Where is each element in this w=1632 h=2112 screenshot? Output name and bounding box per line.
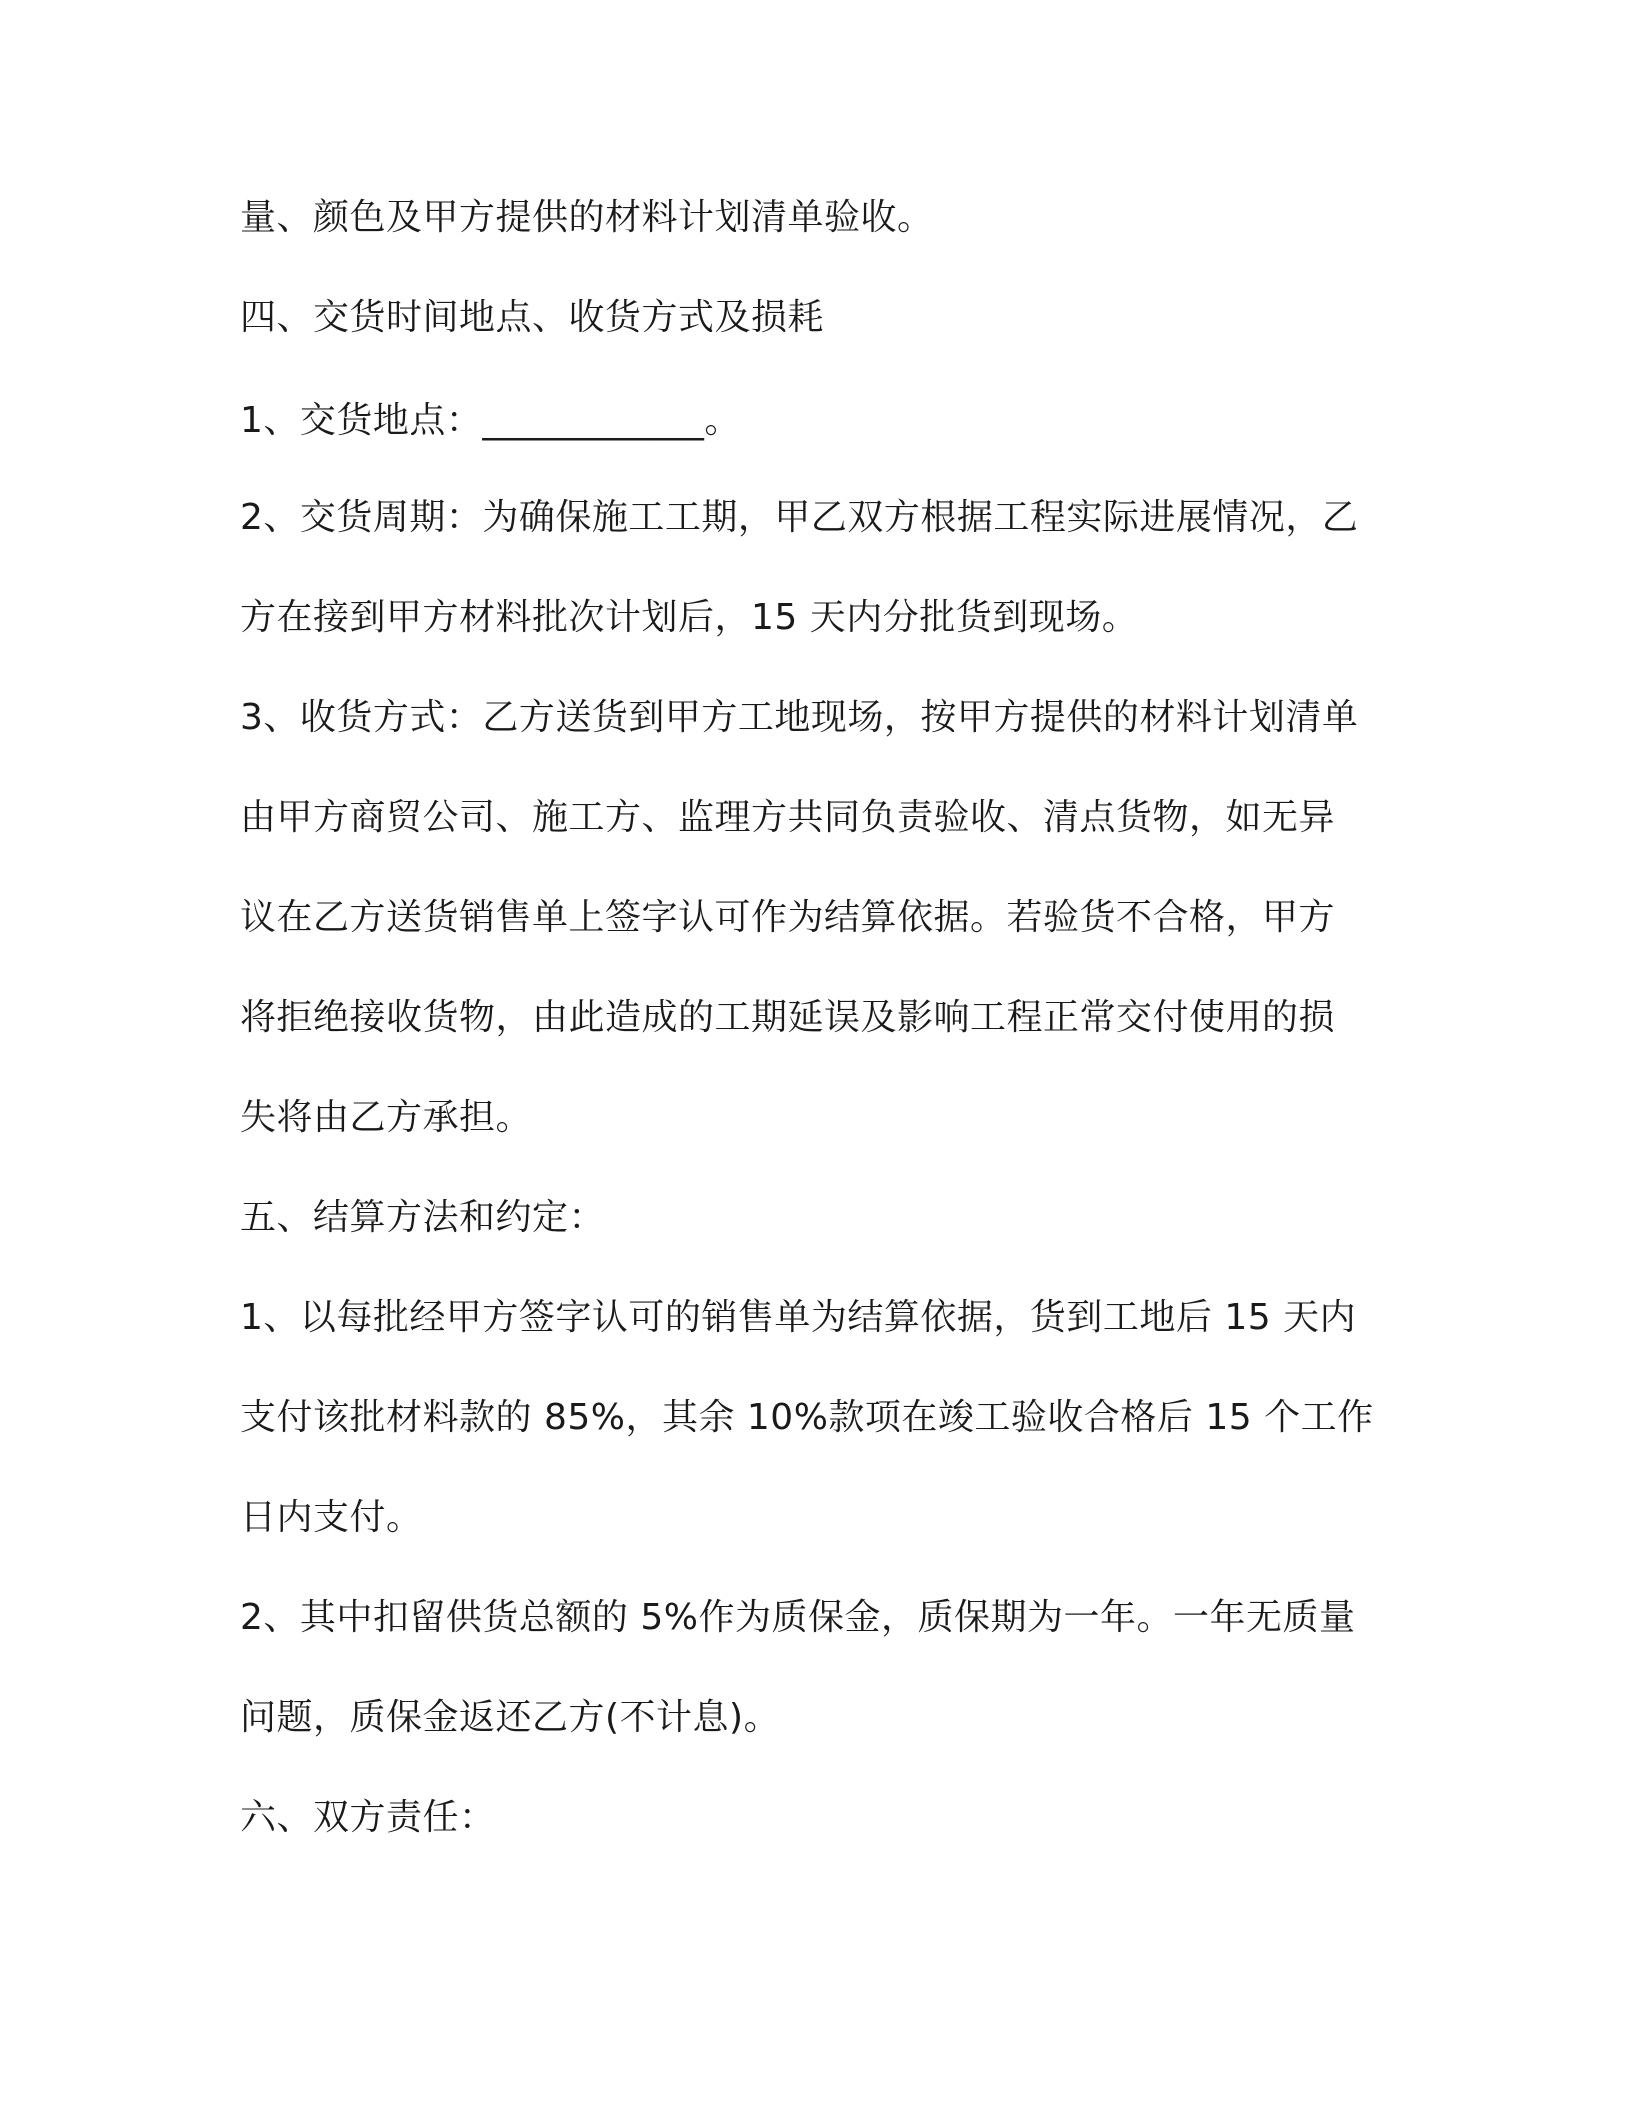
- paragraph-line: 方在接到甲方材料批次计划后，15 天内分批货到现场。: [240, 597, 1139, 638]
- paragraph-line: 失将由乙方承担。: [240, 1097, 533, 1138]
- paragraph-line: 支付该批材料款的 85%，其余 10%款项在竣工验收合格后 15 个工作: [240, 1397, 1374, 1438]
- section-heading: 五、结算方法和约定：: [240, 1197, 606, 1238]
- paragraph-line: 将拒绝接收货物，由此造成的工期延误及影响工程正常交付使用的损: [240, 997, 1336, 1038]
- paragraph-line: 2、其中扣留供货总额的 5%作为质保金，质保期为一年。一年无质量: [240, 1597, 1356, 1638]
- paragraph-line: 2、交货周期：为确保施工工期，甲乙双方根据工程实际进展情况，乙: [240, 497, 1359, 538]
- paragraph-line: 问题，质保金返还乙方(不计息)。: [240, 1697, 781, 1738]
- paragraph-line: 议在乙方送货销售单上签字认可作为结算依据。若验货不合格，甲方: [240, 897, 1336, 938]
- paragraph-line: 1、以每批经甲方签字认可的销售单为结算依据，货到工地后 15 天内: [240, 1297, 1357, 1338]
- paragraph-line: 由甲方商贸公司、施工方、监理方共同负责验收、清点货物，如无异: [240, 797, 1336, 838]
- paragraph-line: 1、交货地点：____________。: [240, 400, 741, 441]
- section-heading: 六、双方责任：: [240, 1797, 496, 1838]
- paragraph-line: 量、颜色及甲方提供的材料计划清单验收。: [240, 197, 934, 238]
- paragraph-line: 日内支付。: [240, 1497, 423, 1538]
- section-heading: 四、交货时间地点、收货方式及损耗: [240, 297, 825, 338]
- paragraph-line: 3、收货方式：乙方送货到甲方工地现场，按甲方提供的材料计划清单: [240, 697, 1359, 738]
